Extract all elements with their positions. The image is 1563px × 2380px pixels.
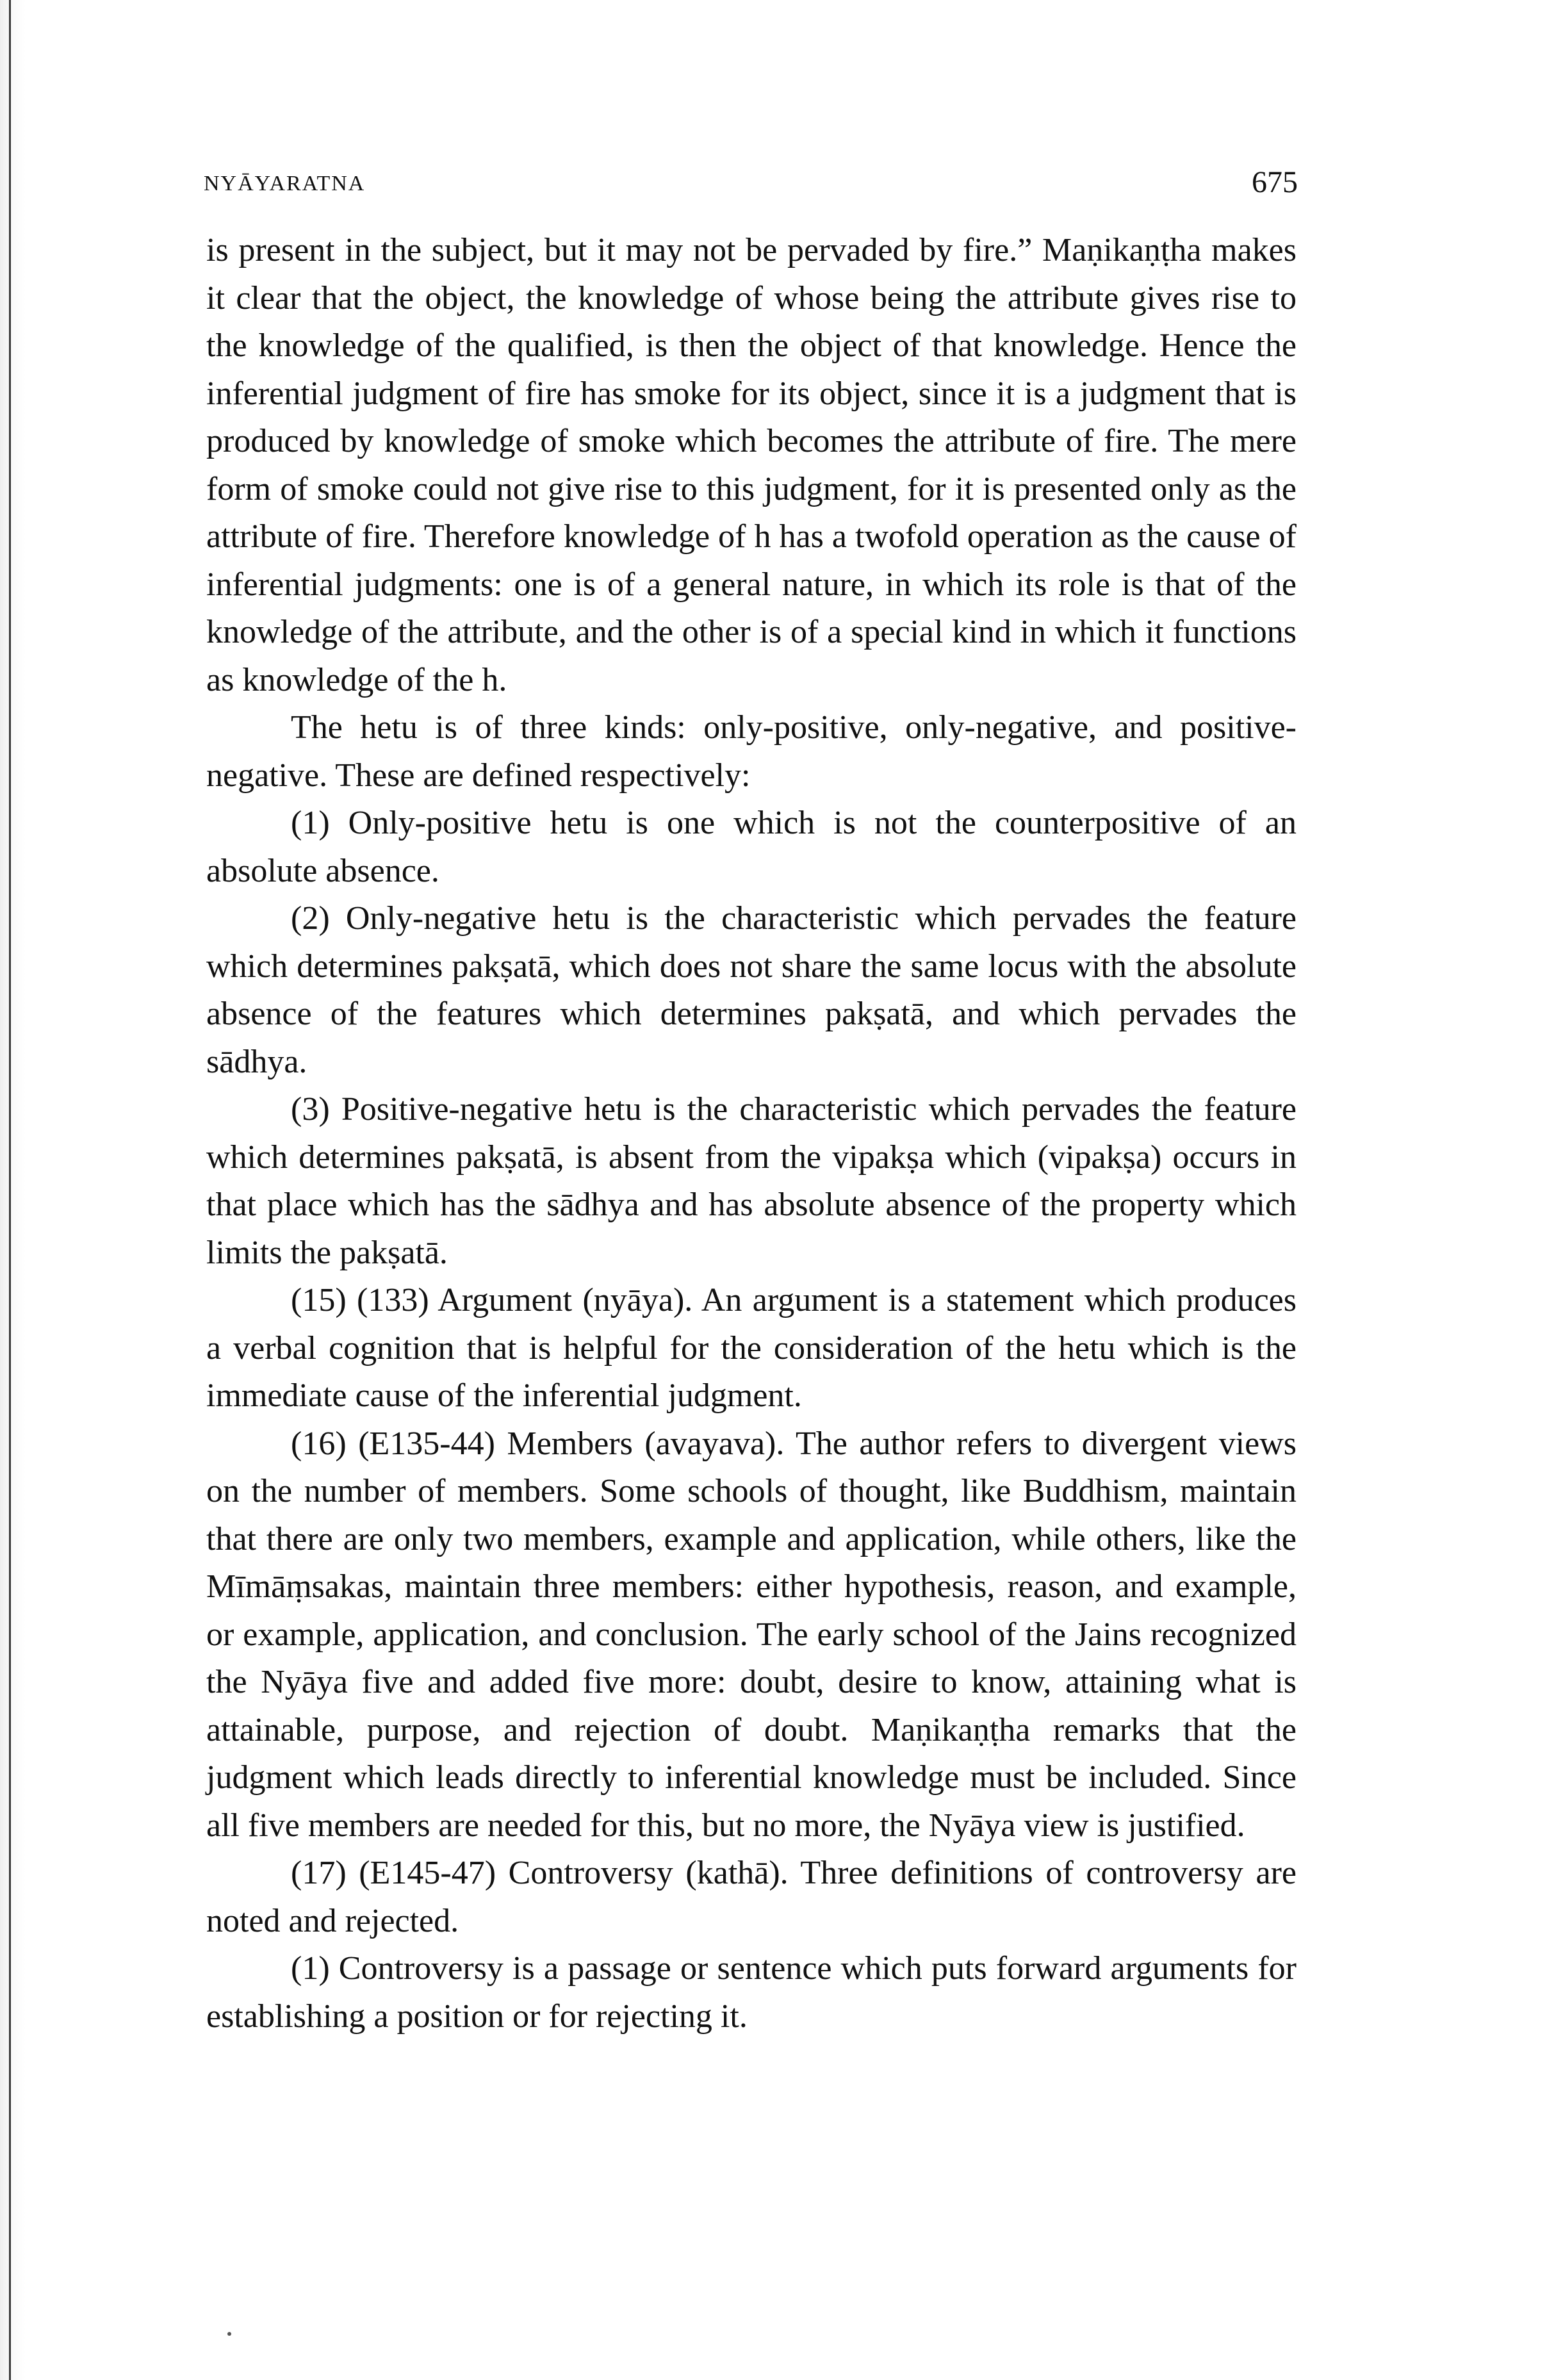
page-text [206,227,1297,2040]
paragraph-controversy: (17) (E145-47) Controversy (kathā). Three definitions of controversy are noted and rejected. [206,1855,1297,1939]
page-header [204,158,1298,202]
stray-dot [227,2332,231,2336]
running-head: NYĀYARATNA [204,172,366,195]
paragraph-members: (16) (E135-44) Members (avayava). The author refers to divergent views on the number of members. Some schools of thought, like Buddhism, maintain that there are only two members, example and application, while others, like the Mīmāṃsakas, maintain three members: either hypothesis, reason, and example, or example, application, and conclusion. The early school of the Jains recognized the Nyāya five and added five more: doubt, desire to know, attaining what is attainable, purpose, and rejection of doubt. Maṇikaṇṭha remarks that the judgment which leads directly to inferential knowledge must be included. Since all five members are needed for this, but no more, the Nyāya view is justified. [206,1425,1297,1844]
scan-binding-line [9,0,11,2380]
paragraph-only-negative: (2) Only-negative hetu is the characteristic which pervades the feature which determines pakṣatā, which does not share the same locus with the absolute absence of the features which determines pakṣatā, and which pervades the sādhya. [206,900,1297,1080]
paragraph-continuation: is present in the subject, but it may not be pervaded by fire.” Maṇikaṇṭha makes it clear that the object, the knowledge of whose being the attribute gives rise to the knowledge of the qualified, is then the object of that knowledge. Hence the inferential judgment of fire has smoke for its object, since it is a judgment that is produced by knowledge of smoke which becomes the attribute of fire. The mere form of smoke could not give rise to this judgment, for it is presented only as the attribute of fire. Therefore knowledge of h has a twofold operation as the cause of inferential judgments: one is of a general nature, in which its role is that of the knowledge of the attribute, and the other is of a special kind in which it functions as knowledge of the h. [206,232,1297,698]
page-number: 675 [1252,165,1298,199]
scan-edge-shadow [0,0,26,2380]
paragraph-only-positive: (1) Only-positive hetu is one which is not the counterpositive of an absolute absence. [206,805,1297,889]
paragraph-positive-negative: (3) Positive-negative hetu is the characteristic which pervades the feature which determines pakṣatā, is absent from the vipakṣa which (vipakṣa) occurs in that place which has the sādhya and has absolute absence of the property which limits the pakṣatā. [206,1091,1297,1271]
paragraph-argument: (15) (133) Argument (nyāya). An argument is a statement which produces a verbal cognition that is helpful for the consideration of the hetu which is the immediate cause of the inferential judgment. [206,1282,1297,1414]
paragraph-hetu-kinds: The hetu is of three kinds: only-positive, only-negative, and positive-negative. These are defined respectively: [206,709,1297,794]
paragraph-controversy-definition-1: (1) Controversy is a passage or sentence which puts forward arguments for establishing a position or for rejecting it. [206,1950,1297,2035]
